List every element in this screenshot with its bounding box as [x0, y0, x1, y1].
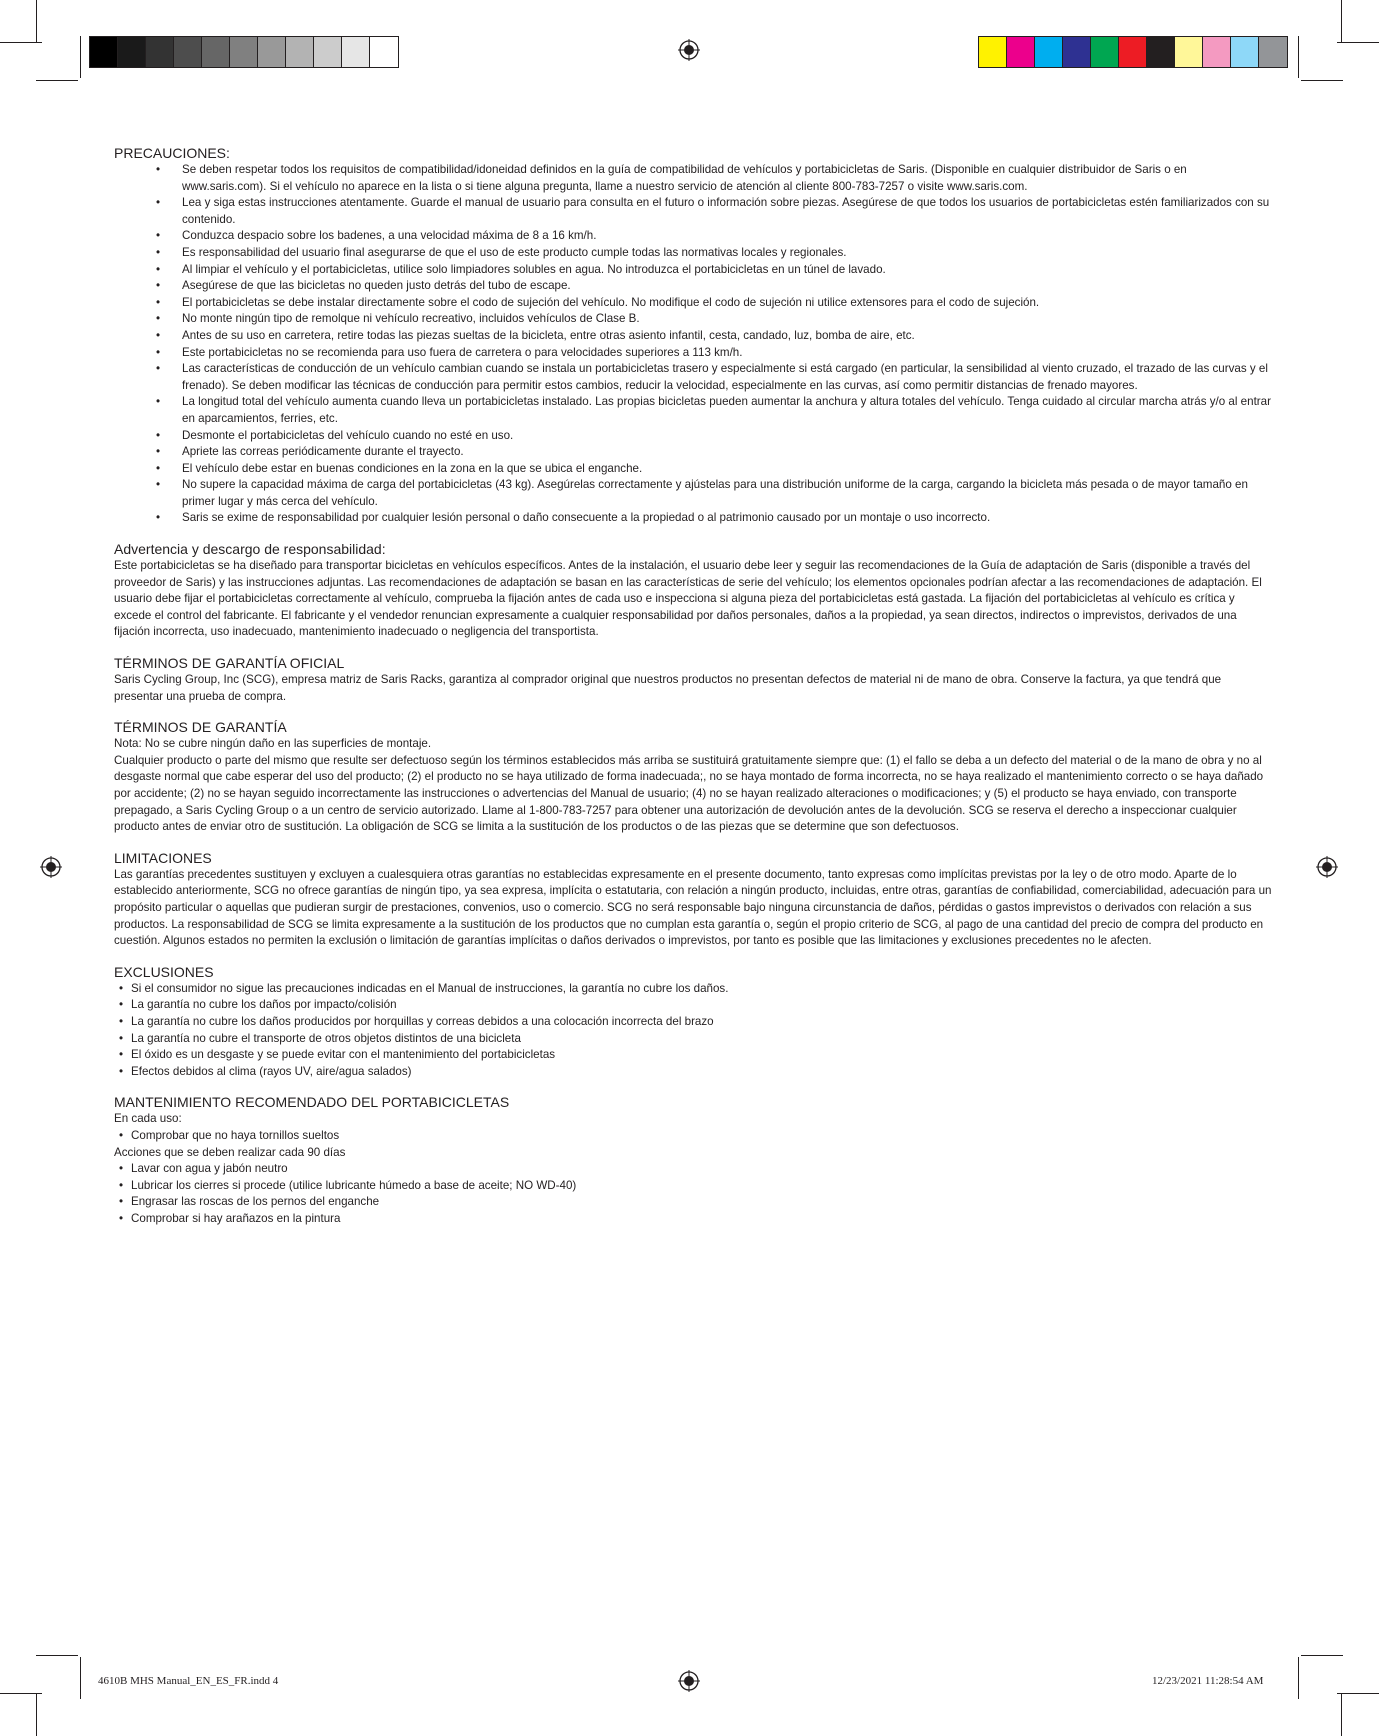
- list-item: • La garantía no cubre el transporte de otros objetos distintos de una bicicleta: [131, 1031, 1272, 1048]
- crop-mark: [1341, 1694, 1342, 1736]
- list-item: • Lea y siga estas instrucciones atentamente. Guarde el manual de usuario para consulta en el futuro o información sobre piezas. Asegúrese de que todos los usuarios de portabicicletas estén familiarizados con su contenido.: [182, 195, 1272, 228]
- color-swatch: [1147, 37, 1175, 67]
- grayscale-color-bar: [89, 36, 399, 68]
- list-item: • No monte ningún tipo de remolque ni vehículo recreativo, incluidos vehículos de Clase B.: [182, 311, 1272, 328]
- exclusiones-list: [114, 981, 1272, 1081]
- exclusiones-section: [114, 963, 1272, 1081]
- section-heading: TÉRMINOS DE GARANTÍA: [114, 719, 287, 736]
- list-item: • La longitud total del vehículo aumenta cuando lleva un portabicicletas instalado. Las propias bicicletas pueden aumentar la anchura y altura totales del vehículo. Tenga cuidado al circular marcha atrás y/o al entrar en aparcamientos, ferries, etc.: [182, 394, 1272, 427]
- list-item: • El óxido es un desgaste y se puede evitar con el mantenimiento del portabicicletas: [131, 1047, 1272, 1064]
- color-swatch: [1063, 37, 1091, 67]
- crop-mark: [1301, 1655, 1343, 1656]
- list-item: • Desmonte el portabicicletas del vehículo cuando no esté en uso.: [182, 428, 1272, 445]
- ninety-days-list: [114, 1161, 1272, 1227]
- garantia-oficial-section: [114, 654, 1272, 705]
- crop-mark: [80, 36, 81, 78]
- list-item: • Este portabicicletas no se recomienda para uso fuera de carretera o para velocidades superiores a 113 km/h.: [182, 345, 1272, 362]
- list-item: • Es responsabilidad del usuario final asegurarse de que el uso de este producto cumple todas las normativas locales y regionales.: [182, 245, 1272, 262]
- color-swatch: [286, 37, 314, 67]
- color-swatch: [230, 37, 258, 67]
- list-item: • Lubricar los cierres si procede (utilice lubricante húmedo a base de aceite; NO WD-40): [131, 1178, 1272, 1195]
- crop-mark: [1337, 42, 1379, 43]
- list-item: • Engrasar las roscas de los pernos del enganche: [131, 1194, 1272, 1211]
- garantia-section: [114, 718, 1272, 836]
- list-item: • Antes de su uso en carretera, retire todas las piezas sueltas de la bicicleta, entre otras asiento infantil, cesta, candado, luz, bomba de aire, etc.: [182, 328, 1272, 345]
- list-item: • Efectos debidos al clima (rayos UV, aire/agua salados): [131, 1064, 1272, 1081]
- document-body: [114, 144, 1272, 1227]
- crop-mark: [36, 0, 37, 42]
- crop-mark: [36, 80, 78, 81]
- color-swatch: [1203, 37, 1231, 67]
- color-swatch: [979, 37, 1007, 67]
- precauciones-section: [114, 144, 1272, 527]
- color-swatch: [1175, 37, 1203, 67]
- list-item: • Conduzca despacio sobre los badenes, a una velocidad máxima de 8 a 16 km/h.: [182, 228, 1272, 245]
- registration-mark-icon: [678, 39, 700, 61]
- mantenimiento-section: [114, 1093, 1272, 1227]
- crop-mark: [1337, 1693, 1379, 1694]
- section-heading: Advertencia y descargo de responsabilidad:: [114, 541, 386, 558]
- list-item: • Asegúrese de que las bicicletas no queden justo detrás del tubo de escape.: [182, 278, 1272, 295]
- color-swatch: [1259, 37, 1287, 67]
- color-swatch: [118, 37, 146, 67]
- color-swatch: [258, 37, 286, 67]
- slug-filename: 4610B MHS Manual_EN_ES_FR.indd 4: [98, 1675, 279, 1687]
- registration-mark-icon: [1316, 856, 1338, 878]
- registration-mark-icon: [678, 1670, 700, 1692]
- section-heading: EXCLUSIONES: [114, 963, 214, 980]
- crop-mark: [1341, 0, 1342, 42]
- color-swatch: [1231, 37, 1259, 67]
- color-swatch: [1007, 37, 1035, 67]
- color-swatch: [1035, 37, 1063, 67]
- limitaciones-section: [114, 849, 1272, 950]
- slug-timestamp: 12/23/2021 11:28:54 AM: [1152, 1675, 1264, 1687]
- list-item: • Saris se exime de responsabilidad por cualquier lesión personal o daño consecuente a la propiedad o al patrimonio causado por un montaje o uso incorrecto.: [182, 510, 1272, 527]
- crop-mark: [0, 1693, 42, 1694]
- advertencia-section: [114, 540, 1272, 641]
- color-swatch: [174, 37, 202, 67]
- section-heading: MANTENIMIENTO RECOMENDADO DEL PORTABICICLETAS: [114, 1094, 510, 1111]
- section-heading: PRECAUCIONES:: [114, 145, 230, 161]
- list-item: • La garantía no cubre los daños producidos por horquillas y correas debidos a una colocación incorrecta del brazo: [131, 1014, 1272, 1031]
- paragraph: Este portabicicletas se ha diseñado para transportar bicicletas en vehículos específicos. Antes de la instalación, el usuario debe leer y seguir las recomendaciones de la Guía de adaptación de Saris (disponible a través del proveedor de Saris) y las instrucciones adjuntas. Las recomendaciones de adaptación se basan en las características de serie del vehículo; los elementos opcionales podrían afectar a las recomendaciones de adaptación. El usuario debe fijar el portabicicletas correctamente al vehículo, comprueba la fijación antes de cada uso e inspecciona si alguna pieza del portabicicletas está gastada. La fijación del portabicicletas al vehículo es crítica y excede el control del fabricante. El fabricante y el vendedor renuncian expresamente a cualquier responsabilidad por daños personales, daños a la propiedad, ya sean directos, indirectos o imprevistos, derivados de una fijación incorrecta, uso inadecuado, mantenimiento inadecuado o negligencia del transportista.: [114, 559, 1262, 639]
- process-color-bar: [978, 36, 1288, 68]
- list-item: • La garantía no cubre los daños por impacto/colisión: [131, 997, 1272, 1014]
- list-item: • Se deben respetar todos los requisitos de compatibilidad/idoneidad definidos en la guía de compatibilidad de vehículos y portabicicletas de Saris. (Disponible en cualquier distribuidor de Saris o en www.saris.com). Si el vehículo no aparece en la lista o si tiene alguna pregunta, llame a nuestro servicio de atención al cliente 800-783-7257 o visite www.saris.com.: [182, 162, 1272, 195]
- list-item: • Apriete las correas periódicamente durante el trayecto.: [182, 444, 1272, 461]
- color-swatch: [342, 37, 370, 67]
- list-item: • Comprobar que no haya tornillos sueltos: [131, 1128, 1272, 1145]
- paragraph: Las garantías precedentes sustituyen y excluyen a cualesquiera otras garantías no establecidas expresamente en el presente documento, tanto expresas como implícitas previstas por la ley o de otro modo. Aparte de lo establecido anteriormente, SCG no ofrece garantías de ningún tipo, ya sea expresa, implícita o estatutaria, con relación a ningún producto, incluidas, entre otras, garantías de confiabilidad, comerciabilidad, adecuación para un propósito particular o aquellas que pudieran surgir de prestaciones, convenios, uso o comercio. SCG no será responsable bajo ninguna circunstancia de daños, pérdidas o gastos imprevistos o derivados con relación a sus productos. La responsabilidad de SCG se limita expresamente a la sustitución de los productos que no cumplan esta garantía o, según el propio criterio de SCG, al pago de una cantidad del precio de compra del producto en cuestión. Algunos estados no permiten la exclusión o limitación de garantías implícitas o daños derivados o imprevistos, por tanto es posible que las limitaciones y exclusiones precedentes no le afecten.: [114, 867, 1272, 948]
- crop-mark: [36, 1694, 37, 1736]
- registration-mark-icon: [40, 856, 62, 878]
- each-use-list: [114, 1128, 1272, 1145]
- color-swatch: [202, 37, 230, 67]
- crop-mark: [36, 1655, 78, 1656]
- precauciones-list: [114, 162, 1272, 527]
- list-item: • Si el consumidor no sigue las precauciones indicadas en el Manual de instrucciones, la garantía no cubre los daños.: [131, 981, 1272, 998]
- color-swatch: [90, 37, 118, 67]
- note: Nota: No se cubre ningún daño en las superficies de montaje.: [114, 737, 432, 751]
- color-swatch: [146, 37, 174, 67]
- crop-mark: [1298, 1657, 1299, 1699]
- list-item: • El vehículo debe estar en buenas condiciones en la zona en la que se ubica el enganche.: [182, 461, 1272, 478]
- section-heading: TÉRMINOS DE GARANTÍA OFICIAL: [114, 655, 345, 672]
- color-swatch: [314, 37, 342, 67]
- crop-mark: [1301, 80, 1343, 81]
- color-swatch: [370, 37, 398, 67]
- list-item: • Las características de conducción de un vehículo cambian cuando se instala un portabicicletas trasero y especialmente si está cargado (en particular, la sensibilidad al viento cruzado, el trazado de las curvas y el frenado). Se deben modificar las técnicas de conducción para permitir estos cambios, reducir la velocidad, especialmente en las curvas, así como permitir distancias de frenado mayores.: [182, 361, 1272, 394]
- subheading: Acciones que se deben realizar cada 90 días: [114, 1145, 346, 1159]
- list-item: • Al limpiar el vehículo y el portabicicletas, utilice solo limpiadores solubles en agua. No introduzca el portabicicletas en un túnel de lavado.: [182, 262, 1272, 279]
- color-swatch: [1119, 37, 1147, 67]
- subheading: En cada uso:: [114, 1112, 182, 1126]
- list-item: • El portabicicletas se debe instalar directamente sobre el codo de sujeción del vehículo. No modifique el codo de sujeción ni utilice extensores para el codo de sujeción.: [182, 295, 1272, 312]
- list-item: • Comprobar si hay arañazos en la pintura: [131, 1211, 1272, 1228]
- paragraph: Saris Cycling Group, Inc (SCG), empresa matriz de Saris Racks, garantiza al comprador original que nuestros productos no presentan defectos de material ni de mano de obra. Conserve la factura, ya que tendrá que presentar una prueba de compra.: [114, 673, 1222, 703]
- crop-mark: [1298, 36, 1299, 78]
- color-swatch: [1091, 37, 1119, 67]
- list-item: • Lavar con agua y jabón neutro: [131, 1161, 1272, 1178]
- crop-mark: [0, 42, 42, 43]
- list-item: • No supere la capacidad máxima de carga del portabicicletas (43 kg). Asegúrelas correctamente y ajústelas para una distribución uniforme de la carga, cargando la bicicleta más pesada o de mayor tamaño en primer lugar y más cerca del vehículo.: [182, 477, 1272, 510]
- paragraph: Cualquier producto o parte del mismo que resulte ser defectuoso según los términos establecidos más arriba se sustituirá gratuitamente siempre que: (1) el fallo se deba a un defecto del material o de la mano de obra y no al desgaste normal que cabe esperar del uso del producto; (2) el producto no se haya utilizado de forma inadecuada;, no se haya montado de forma incorrecta, no se haya realizado el mantenimiento correcto o se haya dañado por accidente; (2) no se hayan seguido incorrectamente las instrucciones o advertencias del Manual de usuario; (4) no se hayan realizado alteraciones o modificaciones; y (5) el producto se haya enviado, con transporte prepagado, a Saris Cycling Group o a un centro de servicio autorizado. Llame al 1-800-783-7257 para obtener una autorización de devolución antes de la devolución. SCG se reserva el derecho a inspeccionar cualquier producto antes de enviar otro de sustitución. La obligación de SCG se limita a la sustitución de los productos o de las piezas que se determine que son defectuosos.: [114, 753, 1264, 834]
- section-heading: LIMITACIONES: [114, 849, 212, 866]
- crop-mark: [80, 1657, 81, 1699]
